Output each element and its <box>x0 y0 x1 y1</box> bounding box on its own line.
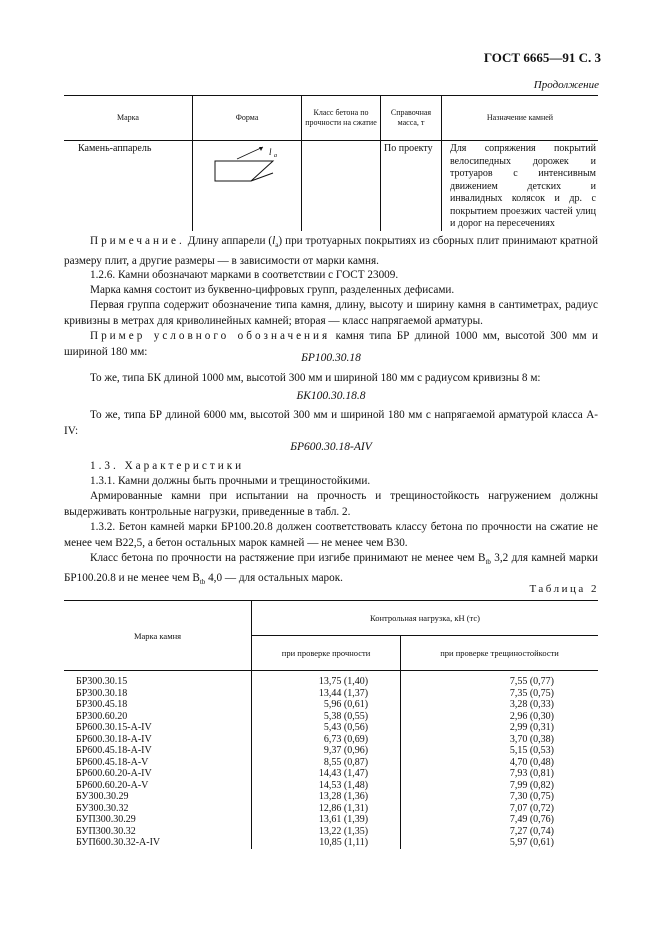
table-header-row <box>64 601 598 636</box>
row-mark: Камень-аппарель <box>64 141 193 231</box>
cell-strength: 5,43 (0,56) <box>323 722 369 733</box>
cell-mark: БУП300.30.29 <box>64 814 252 826</box>
table-row <box>64 768 598 780</box>
paragraph-1-2-6: 1.2.6. Камни обозначают марками в соответствии с ГОСТ 23009. <box>90 269 399 281</box>
cell-crack: 7,07 (0,72) <box>401 803 598 815</box>
cell-mark: БР300.60.20 <box>64 711 252 723</box>
ramp-shape-drawing <box>193 141 301 221</box>
table-row <box>64 757 598 769</box>
paragraph-reinforced: Армированные камни при испытании на прочность и трещиностойкость нагружением должны выдерживать контрольные нагрузки, приведенные в табл. 2. <box>64 490 598 518</box>
table-header-row <box>64 96 598 141</box>
cell-strength: 9,37 (0,96) <box>323 745 369 756</box>
cell-crack: 4,70 (0,48) <box>401 757 598 769</box>
col-purpose: Назначение камней <box>442 96 599 141</box>
cell-mark: БР600.45.18-А-V <box>64 757 252 769</box>
cell-mark: БР600.45.18-А-IV <box>64 745 252 757</box>
cell-strength: 13,22 (1,35) <box>318 825 369 837</box>
cell-strength: 13,44 (1,37) <box>318 687 369 699</box>
note-label: Примечание. <box>90 235 185 247</box>
paragraph-same-1: То же, типа БК длиной 1000 мм, высотой 300 мм и шириной 180 мм с радиусом кривизны 8 м: <box>90 372 541 384</box>
table-row <box>64 803 598 815</box>
form-dimension-label: l <box>269 147 272 157</box>
cell-strength: 12,86 (1,31) <box>318 802 369 814</box>
cell-mark: БР300.30.15 <box>64 671 252 688</box>
table-row <box>64 745 598 757</box>
cell-crack: 7,93 (0,81) <box>401 768 598 780</box>
table-stones <box>64 95 598 231</box>
paragraph-same-2: То же, типа БР длиной 6000 мм, высотой 300 мм и шириной 180 мм с напрягаемой арматурой класса А-IV: <box>64 409 598 437</box>
cell-strength: 6,73 (0,69) <box>323 733 369 745</box>
continuation-label: Продолжение <box>533 79 599 91</box>
col-mass: Справочная масса, т <box>381 96 442 141</box>
code-example-3: БР600.30.18-АIV <box>290 441 372 453</box>
cell-strength: 14,43 (1,47) <box>318 768 369 779</box>
cell-mark: БУП300.30.32 <box>64 826 252 838</box>
table-row <box>64 711 598 723</box>
table-row <box>64 814 598 826</box>
cell-crack: 7,99 (0,82) <box>401 780 598 792</box>
table-row <box>64 791 598 803</box>
cell-crack: 7,27 (0,74) <box>401 826 598 838</box>
col-mark: Марка <box>64 96 193 141</box>
table-row <box>64 722 598 734</box>
col-stone-mark: Марка камня <box>64 601 252 671</box>
cell-crack: 7,55 (0,77) <box>401 671 598 688</box>
col-crack: при проверке трещиностойкости <box>401 636 598 671</box>
row-mass: По проекту <box>381 141 442 231</box>
table-control-loads <box>64 600 598 849</box>
row-class <box>302 141 381 231</box>
cell-mark: БР600.60.20-А-IV <box>64 768 252 780</box>
col-class: Класс бетона по прочности на сжатие <box>302 96 381 141</box>
cell-crack: 7,35 (0,75) <box>401 688 598 700</box>
table-row <box>64 734 598 746</box>
col-control-load: Контрольная нагрузка, кН (тс) <box>252 601 599 636</box>
table-row <box>64 671 598 688</box>
cell-strength: 13,28 (1,36) <box>318 791 369 802</box>
cell-crack: 7,49 (0,76) <box>401 814 598 826</box>
cell-mark: БР300.30.18 <box>64 688 252 700</box>
paragraph-groups: Марка камня состоит из буквенно-цифровых групп, разделенных дефисами. <box>90 284 455 296</box>
note: Примечание. Длину аппарели $(l_а)$ при тротуарных покрытиях из сборных плит принимают кратной размеру плит, а другие размеры — в зависимости от марки камня. <box>64 235 598 268</box>
paragraph-first-group: Первая группа содержит обозначение типа камня, длину, высоту и ширину камня в сантиметрах, радиус кривизны в метрах для криволинейных камней; вторая — класс напрягаемой арматуры. <box>64 299 598 327</box>
cell-crack: 5,15 (0,53) <box>401 745 598 757</box>
cell-crack: 3,70 (0,38) <box>401 734 598 746</box>
section-1-3: 1.3. Характеристики <box>90 460 245 472</box>
cell-crack: 2,99 (0,31) <box>401 722 598 734</box>
cell-strength: 13,61 (1,39) <box>318 814 369 825</box>
table-row <box>64 141 598 231</box>
cell-strength: 5,38 (0,55) <box>323 710 369 722</box>
paragraph-1-3-1: 1.3.1. Камни должны быть прочными и трещиностойкими. <box>90 475 371 487</box>
cell-mark: БР600.60.20-А-V <box>64 780 252 792</box>
table-row <box>64 699 598 711</box>
cell-strength: 14,53 (1,48) <box>318 779 369 791</box>
cell-mark: БУ300.30.29 <box>64 791 252 803</box>
cell-strength: 13,75 (1,40) <box>318 676 369 687</box>
cell-crack: 7,30 (0,75) <box>401 791 598 803</box>
table-row <box>64 688 598 700</box>
code-example-1: БР100.30.18 <box>301 352 361 364</box>
table-2-caption: Таблица 2 <box>529 583 599 595</box>
cell-mark: БР600.30.18-А-IV <box>64 734 252 746</box>
code-example-2: БК100.30.18.8 <box>296 390 366 402</box>
cell-crack: 5,97 (0,61) <box>401 837 598 849</box>
cell-strength: 5,96 (0,61) <box>323 699 369 710</box>
cell-crack: 3,28 (0,33) <box>401 699 598 711</box>
paragraph-example: Пример условного обозначения камня типа БР длиной 1000 мм, высотой 300 мм и шириной 180 мм: <box>64 330 598 358</box>
cell-strength: 10,85 (1,11) <box>319 837 369 848</box>
col-form: Форма <box>193 96 302 141</box>
cell-strength: 8,55 (0,87) <box>323 756 369 768</box>
cell-mark: БР300.45.18 <box>64 699 252 711</box>
col-strength: при проверке прочности <box>252 636 401 671</box>
table-row <box>64 780 598 792</box>
form-cell <box>193 141 302 231</box>
cell-mark: БУ300.30.32 <box>64 803 252 815</box>
page-header: ГОСТ 6665—91 С. 3 <box>483 50 601 65</box>
cell-mark: БУП600.30.32-А-IV <box>64 837 252 849</box>
table-row <box>64 837 598 849</box>
table-row <box>64 826 598 838</box>
paragraph-1-3-2: 1.3.2. Бетон камней марки БР100.20.8 должен соответствовать классу бетона по прочности на сжатие не менее чем В22,5, а бетон остальных марок камней — не менее чем В30. <box>64 521 598 549</box>
cell-crack: 2,96 (0,30) <box>401 711 598 723</box>
row-purpose: Для сопряжения покрытий велосипедных дорожек и тротуаров с интенсивным движением детских и инвалидных колясок и др. с покрытием проезжих частей улиц и дорог на пересечениях <box>442 141 599 231</box>
cell-mark: БР600.30.15-А-IV <box>64 722 252 734</box>
paragraph-tensile: Класс бетона по прочности на растяжение при изгибе принимают не менее чем $В_{tb}$ 3,2 для камней марки БР100.20.8 и не менее чем $В_{tb}$ 4,0 — для остальных марок. <box>64 552 598 587</box>
form-dimension-sub: а <box>274 153 277 159</box>
